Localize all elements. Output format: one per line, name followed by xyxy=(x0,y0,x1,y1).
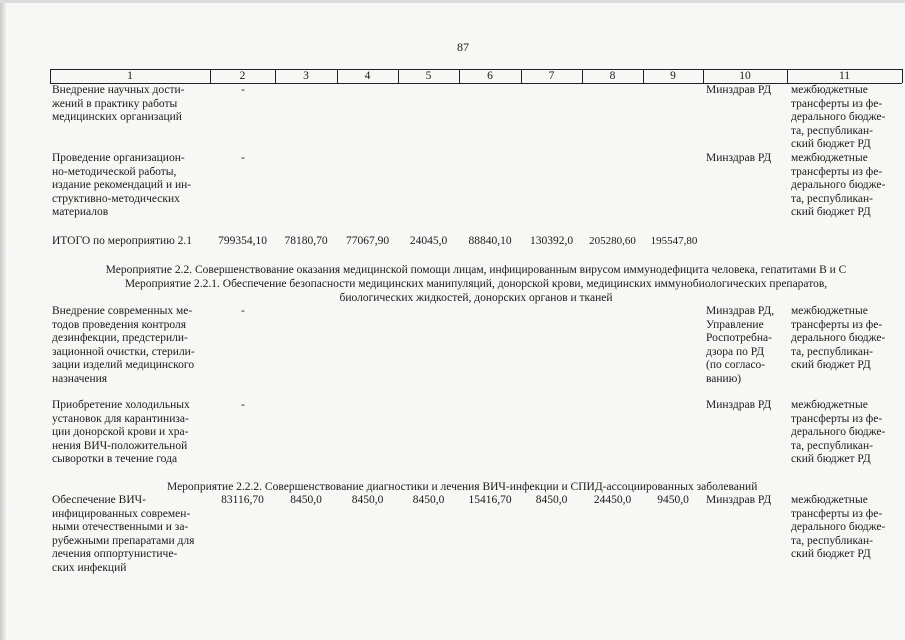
source-line: дерального бюдже- xyxy=(791,521,886,534)
column-number: 8 xyxy=(609,70,616,82)
column-number: 6 xyxy=(487,70,493,82)
task-line: ских инфекций xyxy=(52,561,127,574)
task-description xyxy=(52,399,222,467)
funding-source xyxy=(791,494,901,562)
task-description xyxy=(52,84,222,125)
cell-value: 8450,0 xyxy=(412,494,445,506)
source-line: межбюджетные xyxy=(791,152,868,164)
executor-line: Роспотребна- xyxy=(706,332,772,345)
cell-value: 8450,0 xyxy=(290,494,322,506)
source-line: трансферты из фе- xyxy=(791,318,883,331)
col-divider xyxy=(902,69,903,83)
cell-value: 24450,0 xyxy=(593,494,632,506)
executor xyxy=(706,399,788,413)
source-line: дерального бюдже- xyxy=(791,111,886,124)
source-line: ский бюджет РД xyxy=(791,359,871,372)
task-line: назначения xyxy=(52,372,108,385)
task-line: жений в практику работы xyxy=(52,97,178,110)
executor-line: (по согласо- xyxy=(706,359,766,372)
task-line: тодов проведения контроля xyxy=(52,318,187,331)
executor-line: дзора по РД xyxy=(706,345,765,358)
cell-value: 9450,0 xyxy=(657,494,689,506)
column-number: 11 xyxy=(838,70,851,82)
task-description xyxy=(52,152,222,220)
source-line: трансферты из фе- xyxy=(791,507,883,520)
column-number: 9 xyxy=(670,70,676,82)
source-line: та, республикан- xyxy=(791,124,873,137)
cell-value: 83116,70 xyxy=(221,494,264,506)
scan-left-edge xyxy=(0,0,6,640)
total-value: 78180,70 xyxy=(284,235,328,247)
source-line: ский бюджет РД xyxy=(791,548,871,561)
task-full-text xyxy=(52,84,53,85)
source-line: межбюджетные xyxy=(791,494,868,506)
empty-value-dash: - xyxy=(241,84,245,96)
cell-value: 8450,0 xyxy=(535,494,568,506)
empty-value-dash: - xyxy=(241,399,245,411)
task-line: Обеспечение ВИЧ- xyxy=(52,494,146,506)
task-line: но-методической работы, xyxy=(52,165,177,178)
task-line: Внедрение современных ме- xyxy=(52,305,193,317)
executor xyxy=(706,84,788,98)
source-line: та, республикан- xyxy=(791,345,873,358)
source-line: межбюджетные xyxy=(791,399,868,411)
task-line: сыворотки в течение года xyxy=(52,453,178,466)
task-line: ными отечественными и за- xyxy=(52,521,189,534)
source-line: та, республикан- xyxy=(791,192,873,205)
task-line: рубежными препаратами для xyxy=(52,534,195,547)
task-line: Проведение организацион- xyxy=(52,152,185,164)
column-number: 7 xyxy=(548,70,555,82)
source-line: трансферты из фе- xyxy=(791,412,883,425)
source-line: та, республикан- xyxy=(791,439,873,452)
executor xyxy=(706,152,788,166)
task-line: зации изделий медицинского xyxy=(52,359,195,372)
source-line: дерального бюдже- xyxy=(791,332,886,345)
funding-source xyxy=(791,305,901,373)
source-line: межбюджетные xyxy=(791,305,868,317)
total-value: 77067,90 xyxy=(345,235,390,247)
executor-line: Минздрав РД xyxy=(706,152,772,164)
scan-top-edge xyxy=(0,0,905,3)
task-line: лечения оппортунистиче- xyxy=(52,548,178,561)
total-label: ИТОГО по мероприятию 2.1 xyxy=(52,235,193,247)
source-line: ский бюджет РД xyxy=(791,138,871,151)
empty-value-dash: - xyxy=(241,305,245,317)
executor-line: Минздрав РД, xyxy=(706,305,775,317)
executor-line: Минздрав РД xyxy=(706,84,772,96)
executor-line: Минздрав РД xyxy=(706,399,772,411)
subsection-heading-continued: биологических жидкостей, донорских органов и тканей xyxy=(339,292,613,304)
executor-line: Минздрав РД xyxy=(706,494,772,506)
column-number: 2 xyxy=(239,70,246,82)
task-description xyxy=(52,494,222,576)
task-line: структивно-методических xyxy=(52,192,180,205)
subsection-heading: Мероприятие 2.2.2. Совершенствование диагностики и лечения ВИЧ-инфекции и СПИД-ассоциированных заболеваний xyxy=(167,481,758,493)
task-line: медицинских организаций xyxy=(52,111,182,124)
column-number: 4 xyxy=(364,70,371,82)
executor xyxy=(706,305,788,387)
cell-value: 8450,0 xyxy=(351,494,384,506)
task-line: нения ВИЧ-положительной xyxy=(52,439,188,452)
funding-source xyxy=(791,399,901,467)
total-value: 130392,0 xyxy=(529,235,574,247)
subsection-heading: Мероприятие 2.2.1. Обеспечение безопасности медицинских манипуляций, донорской крови, медицинских иммунобиологических препаратов, xyxy=(124,278,828,290)
total-value: 799354,10 xyxy=(218,235,267,247)
source-line: дерального бюдже- xyxy=(791,426,886,439)
task-line: зационной очистки, стерили- xyxy=(52,345,195,358)
task-line: дезинфекции, предстерили- xyxy=(52,332,188,345)
source-line: дерального бюдже- xyxy=(791,179,886,192)
source-line: та, республикан- xyxy=(791,534,873,547)
total-value: 195547,80 xyxy=(650,235,698,247)
task-line: издание рекомендаций и ин- xyxy=(52,179,192,192)
executor-line: Управление xyxy=(706,318,764,331)
total-value: 24045,0 xyxy=(409,235,448,247)
column-number: 1 xyxy=(127,70,133,82)
task-line: Приобретение холодильных xyxy=(52,399,190,411)
task-line: ции донорской крови и хра- xyxy=(52,426,189,439)
page-number: 87 xyxy=(457,40,469,54)
task-line: Внедрение научных дости- xyxy=(52,84,185,96)
task-line: установок для карантиниза- xyxy=(52,412,189,425)
task-line: инфицированных современ- xyxy=(52,507,191,520)
source-line: ский бюджет РД xyxy=(791,206,871,219)
cell-value: 15416,70 xyxy=(468,494,512,506)
task-line: материалов xyxy=(52,206,109,219)
executor-line: ванию) xyxy=(706,372,742,385)
column-number: 10 xyxy=(739,70,751,82)
section-heading: Мероприятие 2.2. Совершенствование оказания медицинской помощи лицам, инфицированным вирусом иммунодефицита человека, гепатитами В и С xyxy=(105,264,847,276)
funding-source xyxy=(791,84,901,152)
column-number: 5 xyxy=(425,70,432,82)
task-description xyxy=(52,305,222,387)
source-line: трансферты из фе- xyxy=(791,97,883,110)
source-line: ский бюджет РД xyxy=(791,453,871,466)
total-value: 88840,10 xyxy=(468,235,512,247)
source-line: межбюджетные xyxy=(791,84,868,96)
empty-value-dash: - xyxy=(241,152,245,164)
executor xyxy=(706,494,788,508)
column-number: 3 xyxy=(303,70,309,82)
total-value: 205280,60 xyxy=(589,235,636,247)
source-line: трансферты из фе- xyxy=(791,165,883,178)
funding-source xyxy=(791,152,901,220)
